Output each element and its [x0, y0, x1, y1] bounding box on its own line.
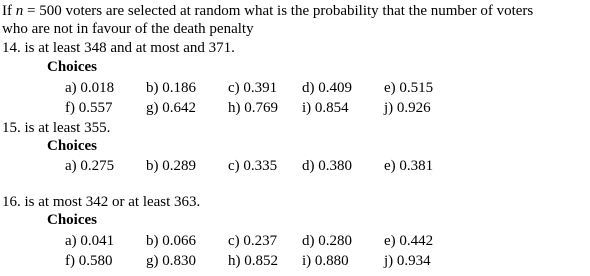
question-16-choices-label: Choices — [47, 212, 97, 228]
question-16-option-h: h) 0.852 — [228, 253, 278, 269]
question-15-option-a: a) 0.275 — [65, 158, 115, 174]
question-16-option-c: c) 0.237 — [228, 233, 278, 249]
question-16-option-j: j) 0.934 — [384, 253, 431, 269]
question-14-option-e: e) 0.515 — [384, 80, 434, 96]
question-15-prompt: 15. is at least 355. — [2, 120, 111, 136]
question-14-choices-label: Choices — [47, 59, 97, 75]
question-16-option-g: g) 0.830 — [146, 253, 196, 269]
question-15-option-b: b) 0.289 — [146, 158, 196, 174]
question-15-option-d: d) 0.380 — [302, 158, 352, 174]
intro-suffix: = 500 voters are selected at random what is the probability that the number of voters — [23, 3, 534, 19]
question-14-option-a: a) 0.018 — [65, 80, 115, 96]
question-14-prompt: 14. is at least 348 and at most and 371. — [2, 40, 235, 56]
question-16-option-i: i) 0.880 — [302, 253, 349, 269]
intro-line-2: who are not in favour of the death penalty — [2, 21, 254, 37]
question-14-option-c: c) 0.391 — [228, 80, 278, 96]
intro-line-1 — [2, 2, 533, 20]
question-14-option-g: g) 0.642 — [146, 100, 196, 116]
question-16-option-b: b) 0.066 — [146, 233, 196, 249]
question-15-option-c: c) 0.335 — [228, 158, 278, 174]
question-14-option-j: j) 0.926 — [384, 100, 431, 116]
question-14-option-h: h) 0.769 — [228, 100, 278, 116]
question-14-option-f: f) 0.557 — [65, 100, 113, 116]
question-14-option-i: i) 0.854 — [302, 100, 349, 116]
question-16-option-a: a) 0.041 — [65, 233, 115, 249]
question-14-option-d: d) 0.409 — [302, 80, 352, 96]
question-14-option-b: b) 0.186 — [146, 80, 196, 96]
question-15-option-e: e) 0.381 — [384, 158, 434, 174]
question-16-option-d: d) 0.280 — [302, 233, 352, 249]
intro-variable: n — [15, 3, 24, 19]
question-15-choices-label: Choices — [47, 138, 97, 154]
question-16-prompt: 16. is at most 342 or at least 363. — [2, 194, 201, 210]
question-16-option-e: e) 0.442 — [384, 233, 434, 249]
question-16-option-f: f) 0.580 — [65, 253, 113, 269]
intro-prefix: If — [2, 3, 16, 19]
